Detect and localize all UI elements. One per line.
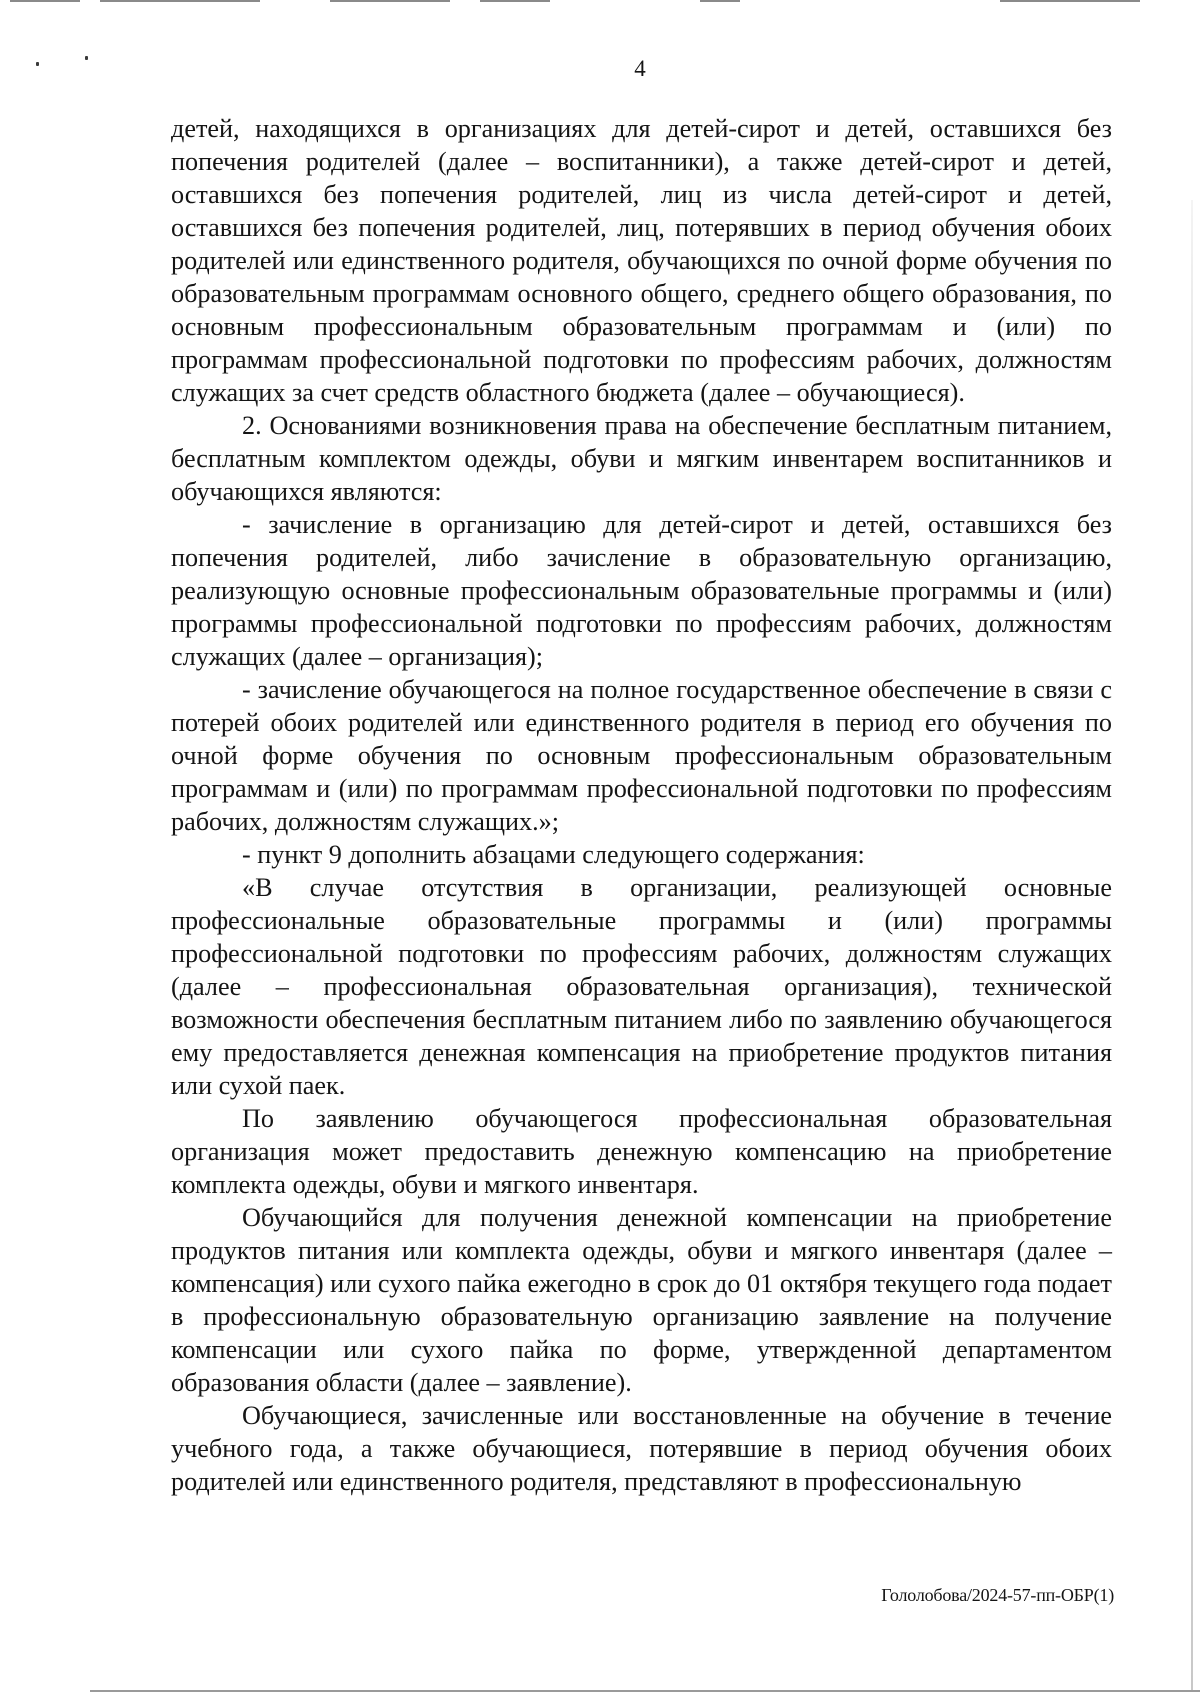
paragraph: Обучающийся для получения денежной компенсации на приобретение продуктов питания или комплекта одежды, обуви и мягкого инвентаря (далее – компенсация) или сухого пайка ежегодно в срок до 01 октября текущего года подает в профессиональную образовательную организацию заявление на получение компенсации или сухого пайка по форме, утвержденной департаментом образования области (далее – заявление). xyxy=(171,1203,1112,1397)
paragraph: - зачисление в организацию для детей-сирот и детей, оставшихся без попечения родителей, либо зачисление в образовательную организацию, реализующую основные профессиональным образовательные программы и (или) программы профессиональной подготовки по профессиям рабочих, должностям служащих (далее – организация); xyxy=(171,510,1112,671)
paragraph: - зачисление обучающегося на полное государственное обеспечение в связи с потерей обоих родителей или единственного родителя в период его обучения по очной форме обучения по основным профессиональным образовательным программам и (или) по программам профессиональной подготовки по профессиям рабочих, должностям служащих.»; xyxy=(171,675,1112,836)
paragraph: - пункт 9 дополнить абзацами следующего содержания: xyxy=(242,840,865,869)
paragraph: По заявлению обучающегося профессиональная образовательная организация может предоставить денежную компенсацию на приобретение комплекта одежды, обуви и мягкого инвентаря. xyxy=(171,1104,1112,1199)
paragraph: 2. Основаниями возникновения права на обеспечение бесплатным питанием, бесплатным комплектом одежды, обуви и мягким инвентарем воспитанников и обучающихся являются: xyxy=(171,411,1112,506)
scan-edge-bottom xyxy=(90,1690,1200,1692)
page-number: 4 xyxy=(634,56,646,81)
scan-edge-right xyxy=(1191,200,1193,1690)
document-code: Гололобова/2024-57-пп-ОБР(1) xyxy=(881,1585,1114,1605)
scan-edge-top xyxy=(0,0,1200,3)
document-body xyxy=(171,112,1112,1498)
paragraph: Обучающиеся, зачисленные или восстановленные на обучение в течение учебного года, а также обучающиеся, потерявшие в период обучения обоих родителей или единственного родителя, представляют в профессиональную xyxy=(171,1401,1112,1496)
paragraph: детей, находящихся в организациях для детей-сирот и детей, оставшихся без попечения родителей (далее – воспитанники), а также детей-сирот и детей, оставшихся без попечения родителей, лиц из числа детей-сирот и детей, оставшихся без попечения родителей, лиц, потерявших в период обучения обоих родителей или единственного родителя, обучающихся по очной форме обучения по образовательным программам основного общего, среднего общего образования, по основным профессиональным образовательным программам и (или) по программам профессиональной подготовки по профессиям рабочих, должностям служащих за счет средств областного бюджета (далее – обучающиеся). xyxy=(171,114,1112,407)
paragraph: «В случае отсутствия в организации, реализующей основные профессиональные образовательные программы и (или) программы профессиональной подготовки по профессиям рабочих, должностям служащих (далее – профессиональная образовательная организация), технической возможности обеспечения бесплатным питанием либо по заявлению обучающегося ему предоставляется денежная компенсация на приобретение продуктов питания или сухой паек. xyxy=(171,873,1112,1100)
